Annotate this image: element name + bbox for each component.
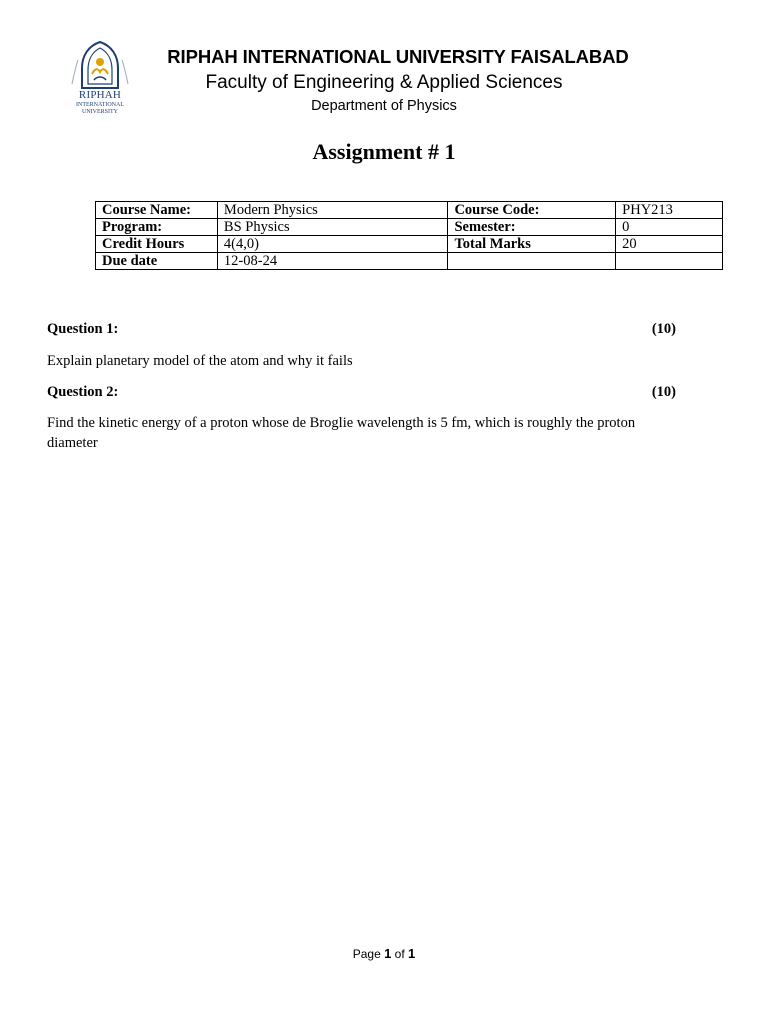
table-row: [96, 253, 723, 270]
table-cell: Modern Physics: [217, 202, 448, 219]
logo-subtitle: INTERNATIONAL: [76, 102, 124, 108]
current-page: 1: [384, 946, 392, 961]
table-cell: Total Marks: [448, 236, 616, 253]
table-cell: [616, 253, 723, 270]
table-cell: [448, 253, 616, 270]
table-cell: 0: [616, 219, 723, 236]
table-cell: 20: [616, 236, 723, 253]
page-title: Assignment # 1: [312, 139, 456, 164]
table-cell: BS Physics: [217, 219, 448, 236]
page-word: Page: [352, 947, 381, 961]
question-marks: (10): [651, 384, 676, 400]
table-cell: Course Code:: [448, 202, 616, 219]
table-row: [96, 202, 723, 219]
table-cell: Program:: [96, 219, 218, 236]
total-pages: 1: [408, 946, 416, 961]
table-cell: 12-08-24: [217, 253, 448, 270]
table-cell: 4(4,0): [217, 236, 448, 253]
logo-name: RIPHAH: [78, 89, 122, 101]
table-cell: Semester:: [448, 219, 616, 236]
university-name: RIPHAH INTERNATIONAL UNIVERSITY FAISALABAD: [167, 46, 629, 67]
faculty-name: Faculty of Engineering & Applied Sciences: [205, 72, 563, 93]
question-marks: (10): [651, 321, 676, 337]
question-2-text: Find the kinetic energy of a proton whose de Broglie wavelength is 5 fm, which is roughly the proton diameter: [47, 415, 636, 451]
table-cell: Credit Hours: [96, 236, 218, 253]
table-row: [96, 219, 723, 236]
course-info-table: [95, 201, 723, 270]
table-cell: Due date: [96, 253, 218, 270]
question-label: Question 2:: [47, 384, 119, 400]
department-name: Department of Physics: [311, 98, 457, 114]
table-cell: PHY213: [616, 202, 723, 219]
question-1-text: Explain planetary model of the atom and why it fails: [47, 353, 353, 369]
question-label: Question 1:: [47, 321, 119, 337]
of-word: of: [394, 947, 405, 961]
table-cell: Course Name:: [96, 202, 218, 219]
page-number: [0, 946, 768, 961]
table-row: [96, 236, 723, 253]
logo-subtitle: UNIVERSITY: [82, 109, 118, 115]
